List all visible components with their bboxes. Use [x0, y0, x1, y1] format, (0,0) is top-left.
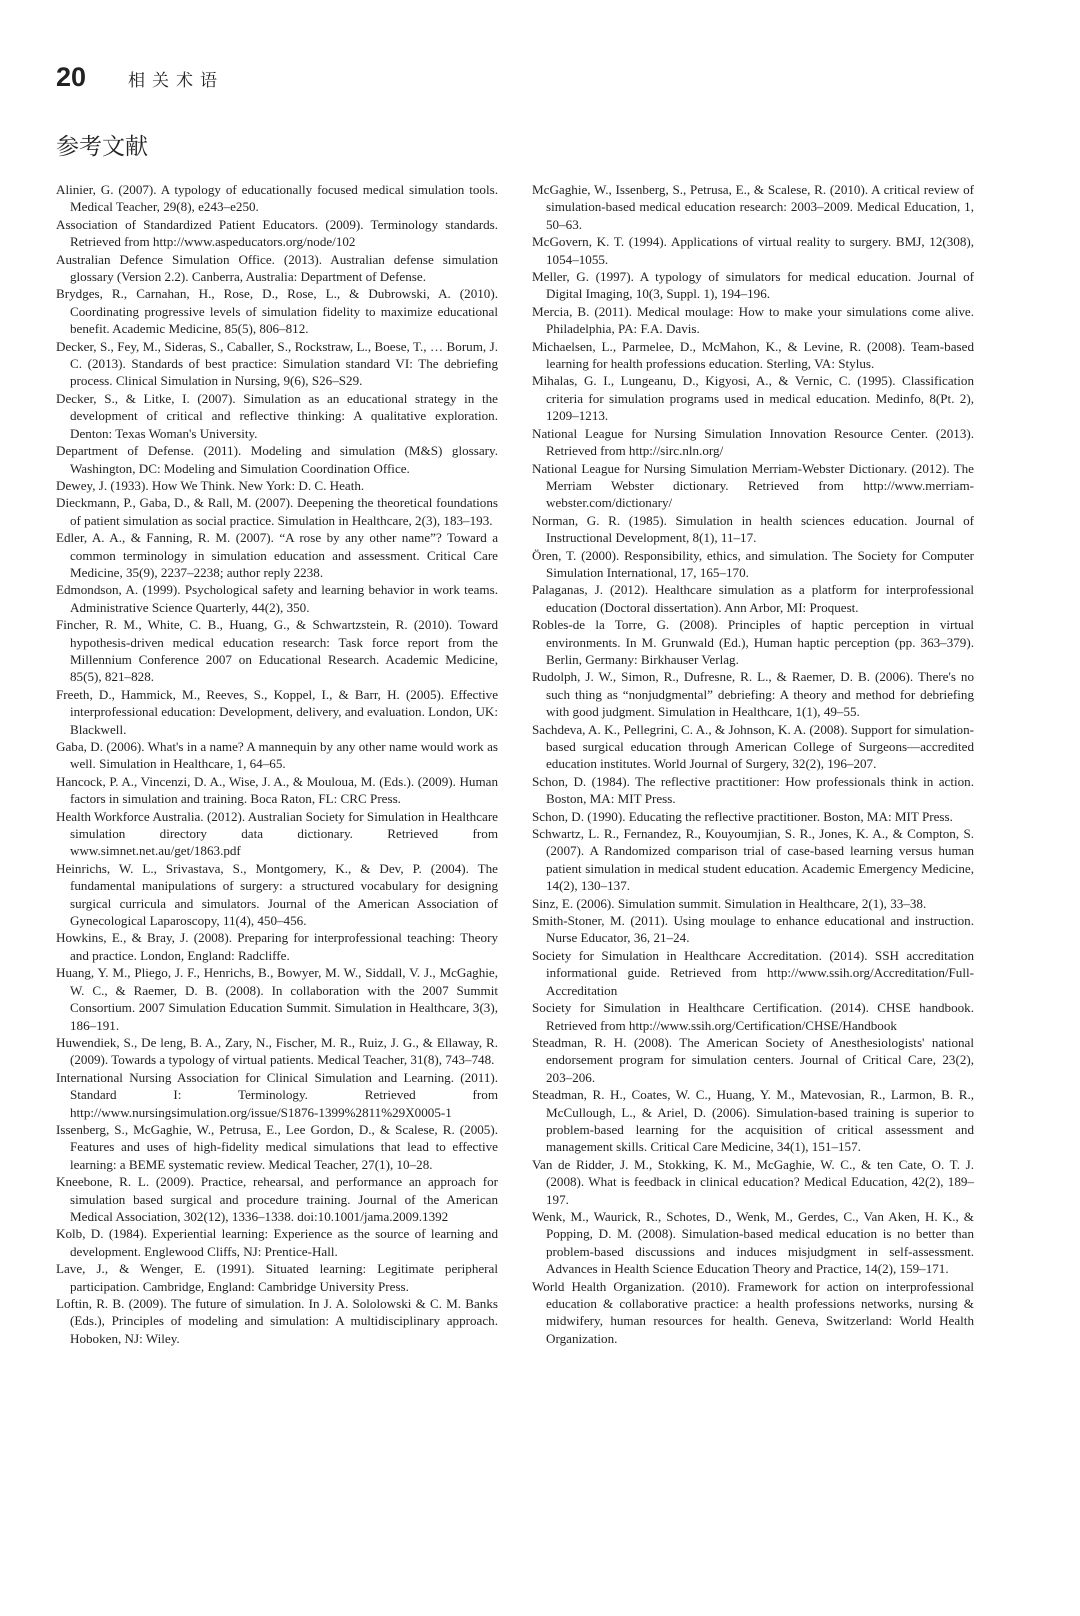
reference-entry: Australian Defence Simulation Office. (2013). Australian defense simulation glossary (Version 2.2). Canberra, Australia: Department of Defense. — [56, 251, 498, 285]
reference-entry: Van de Ridder, J. M., Stokking, K. M., McGaghie, W. C., & ten Cate, O. T. J. (2008). What is feedback in clinical education? Medical Education, 42(2), 189–197. — [532, 1156, 974, 1207]
reference-entry: Ören, T. (2000). Responsibility, ethics, and simulation. The Society for Computer Simulation International, 17, 165–170. — [532, 547, 974, 580]
reference-entry: Alinier, G. (2007). A typology of educationally focused medical simulation tools. Medical Teacher, 29(8), e243–e250. — [56, 182, 498, 215]
reference-entry: Edler, A. A., & Fanning, R. M. (2007). “A rose by any other name”? Toward a common terminology in simulation education and assessment. Critical Care Medicine, 35(9), 2237–2238; author reply 2238. — [56, 530, 498, 580]
reference-entry: Smith-Stoner, M. (2011). Using moulage to enhance educational and instruction. Nurse Educator, 36, 21–24. — [532, 913, 974, 946]
references-left-column — [56, 181, 498, 1347]
reference-entry: Fincher, R. M., White, C. B., Huang, G., & Schwartzstein, R. (2010). Toward hypothesis-driven medical education research: Task force report from the Millennium Conference 2007 on Educational Research. Academic Medicine, 85(5), 821–828. — [56, 617, 498, 685]
reference-entry: Society for Simulation in Healthcare Accreditation. (2014). SSH accreditation informational guide. Retrieved from http://www.ssih.org/Accreditation/Full-Accreditation — [532, 947, 974, 998]
reference-entry: National League for Nursing Simulation Merriam-Webster Dictionary. (2012). The Merriam Webster dictionary. Retrieved from http://www.merriam-webster.com/dictionary/ — [532, 460, 974, 511]
reference-entry: McGovern, K. T. (1994). Applications of virtual reality to surgery. BMJ, 12(308), 1054–1055. — [532, 234, 974, 267]
reference-entry: Michaelsen, L., Parmelee, D., McMahon, K., & Levine, R. (2008). Team-based learning for health professions education. Sterling, VA: Stylus. — [532, 338, 974, 372]
reference-entry: Steadman, R. H. (2008). The American Society of Anesthesiologists' national endorsement program for simulation centers. Journal of Critical Care, 23(2), 203–206. — [532, 1034, 974, 1085]
reference-entry: Dewey, J. (1933). How We Think. New York: D. C. Heath. — [56, 477, 365, 493]
reference-entry: Health Workforce Australia. (2012). Australian Society for Simulation in Healthcare simulation directory data dictionary. Retrieved from www.simnet.net.au/get/1863.pdf — [56, 808, 498, 859]
reference-entry: Freeth, D., Hammick, M., Reeves, S., Koppel, I., & Barr, H. (2005). Effective interprofessional education: Development, delivery, and evaluation. London, UK: Blackwell. — [56, 686, 498, 737]
reference-entry: Hancock, P. A., Vincenzi, D. A., Wise, J. A., & Mouloua, M. (Eds.). (2009). Human factors in simulation and training. Boca Raton, FL: CRC Press. — [56, 773, 498, 807]
reference-entry: Lave, J., & Wenger, E. (1991). Situated learning: Legitimate peripheral participation. Cambridge, England: Cambridge University Press. — [56, 1261, 498, 1294]
page-number: 20 — [56, 62, 87, 92]
reference-entry: Dieckmann, P., Gaba, D., & Rall, M. (2007). Deepening the theoretical foundations of patient simulation as social practice. Simulation in Healthcare, 2(3), 183–193. — [56, 495, 498, 528]
reference-entry: Robles-de la Torre, G. (2008). Principles of haptic perception in virtual environments. In M. Grunwald (Ed.), Human haptic perception (pp. 363–379). Berlin, Germany: Birkhauser Verlag. — [532, 617, 974, 667]
reference-entry: Department of Defense. (2011). Modeling and simulation (M&S) glossary. Washington, DC: Modeling and Simulation Coordination Office. — [56, 443, 498, 476]
reference-entry: Gaba, D. (2006). What's in a name? A mannequin by any other name would work as well. Simulation in Healthcare, 1, 64–65. — [56, 739, 498, 772]
reference-entry: Mercia, B. (2011). Medical moulage: How to make your simulations come alive. Philadelphia, PA: F.A. Davis. — [532, 303, 974, 337]
running-title: 相关术语 — [128, 71, 225, 91]
reference-entry: Decker, S., Fey, M., Sideras, S., Caballer, S., Rockstraw, L., Boese, T., … Borum, J. C. (2013). Standards of best practice: Simulation standard VI: The debriefing process. Clinical Simulation in Nursing, 9(6), S26–S29. — [56, 338, 498, 389]
reference-entry: Edmondson, A. (1999). Psychological safety and learning behavior in work teams. Administrative Science Quarterly, 44(2), 350. — [56, 582, 498, 615]
reference-entry: Association of Standardized Patient Educators. (2009). Terminology standards. Retrieved from http://www.aspeducators.org/node/102 — [56, 216, 498, 250]
reference-entry: Heinrichs, W. L., Srivastava, S., Montgomery, K., & Dev, P. (2004). The fundamental manipulations of surgery: a structured vocabulary for designing surgical curricula and simulators. Journal of the American Association of Gynecological Laparoscopy, 11(4), 450–456. — [56, 860, 498, 929]
references-right-column — [532, 181, 974, 1347]
section-title: 参考文献 — [56, 134, 148, 160]
reference-entry: McGaghie, W., Issenberg, S., Petrusa, E., & Scalese, R. (2010). A critical review of simulation-based medical education research: 2003–2009. Medical Education, 1, 50–63. — [532, 182, 974, 232]
reference-entry: Issenberg, S., McGaghie, W., Petrusa, E., Lee Gordon, D., & Scalese, R. (2005). Features and uses of high-fidelity medical simulations that lead to effective learning: a BEME systematic review. Medical Teacher, 27(1), 10–28. — [56, 1121, 498, 1172]
reference-entry: Huang, Y. M., Pliego, J. F., Henrichs, B., Bowyer, M. W., Siddall, V. J., McGaghie, W. C., & Raemer, D. B. (2008). In collaboration with the 2007 Summit Consortium. 2007 Simulation Education Summit. Simulation in Healthcare, 3(3), 186–191. — [56, 965, 498, 1033]
reference-entry: Sinz, E. (2006). Simulation summit. Simulation in Healthcare, 2(1), 33–38. — [532, 895, 927, 911]
reference-entry: World Health Organization. (2010). Framework for action on interprofessional education & collaborative practice: a health professions networks, nursing & midwifery, human resources for health. Geneva, Switzerland: World Health Organization. — [532, 1278, 974, 1346]
reference-entry: Loftin, R. B. (2009). The future of simulation. In J. A. Sololowski & C. M. Banks (Eds.), Principles of modeling and simulation: A multidisciplinary approach. Hoboken, NJ: Wiley. — [56, 1296, 498, 1346]
reference-entry: Wenk, M., Waurick, R., Schotes, D., Wenk, M., Gerdes, C., Van Aken, H. K., & Popping, D. M. (2008). Simulation-based medical education is no better than problem-based discussions and induces misjudgment in self-assessment. Advances in Health Science Education Theory and Practice, 14(2), 159–171. — [532, 1208, 974, 1277]
reference-entry: Huwendiek, S., De leng, B. A., Zary, N., Fischer, M. R., Ruiz, J. G., & Ellaway, R. (2009). Towards a typology of virtual patients. Medical Teacher, 31(8), 743–748. — [56, 1034, 498, 1068]
reference-entry: Howkins, E., & Bray, J. (2008). Preparing for interprofessional teaching: Theory and practice. London, England: Radcliffe. — [56, 930, 498, 963]
reference-entry: Brydges, R., Carnahan, H., Rose, D., Rose, L., & Dubrowski, A. (2010). Coordinating progressive levels of simulation fidelity to maximize educational benefit. Academic Medicine, 85(5), 806–812. — [56, 286, 498, 337]
reference-entry: Schon, D. (1984). The reflective practitioner: How professionals think in action. Boston, MA: MIT Press. — [532, 773, 974, 807]
reference-entry: Kneebone, R. L. (2009). Practice, rehearsal, and performance an approach for simulation based surgical and procedure training. Journal of the American Medical Association, 302(12), 1336–1338. doi:10.1001/jama.2009.1392 — [56, 1174, 498, 1224]
reference-entry: Society for Simulation in Healthcare Certification. (2014). CHSE handbook. Retrieved from http://www.ssih.org/Certification/CHSE/Handbook — [532, 1000, 974, 1033]
reference-entry: Mihalas, G. I., Lungeanu, D., Kigyosi, A., & Vernic, C. (1995). Classification criteria for simulation programs used in medical education. Medinfo, 8(Pt. 2), 1209–1213. — [532, 373, 974, 424]
reference-entry: Sachdeva, A. K., Pellegrini, C. A., & Johnson, K. A. (2008). Support for simulation-based surgical education through American College of Surgeons—accredited education institutes. World Journal of Surgery, 32(2), 196–207. — [532, 721, 974, 772]
reference-entry: Rudolph, J. W., Simon, R., Dufresne, R. L., & Raemer, D. B. (2006). There's no such thing as “nonjudgmental” debriefing: A theory and method for debriefing with good judgment. Simulation in Healthcare, 1(1), 49–55. — [532, 669, 974, 720]
reference-entry: Meller, G. (1997). A typology of simulators for medical education. Journal of Digital Imaging, 10(3, Suppl. 1), 194–196. — [532, 269, 974, 302]
page-header — [56, 62, 224, 93]
reference-entry: Schon, D. (1990). Educating the reflective practitioner. Boston, MA: MIT Press. — [532, 808, 953, 824]
reference-entry: Steadman, R. H., Coates, W. C., Huang, Y. M., Matevosian, R., Larmon, B. R., McCullough, L., & Ariel, D. (2006). Simulation-based training is superior to problem-based learning for the acquisition of critical assessment and management skills. Critical Care Medicine, 34(1), 151–157. — [532, 1087, 974, 1155]
reference-entry: Palaganas, J. (2012). Healthcare simulation as a platform for interprofessional education (Doctoral dissertation). Ann Arbor, MI: Proquest. — [532, 582, 974, 615]
reference-entry: Kolb, D. (1984). Experiential learning: Experience as the source of learning and development. Englewood Cliffs, NJ: Prentice-Hall. — [56, 1226, 498, 1259]
reference-entry: National League for Nursing Simulation Innovation Resource Center. (2013). Retrieved from http://sirc.nln.org/ — [532, 425, 974, 459]
reference-entry: Norman, G. R. (1985). Simulation in health sciences education. Journal of Instructional Development, 8(1), 11–17. — [532, 512, 974, 546]
reference-entry: International Nursing Association for Clinical Simulation and Learning. (2011). Standard I: Terminology. Retrieved from http://www.nursingsimulation.org/issue/S1876-1399%2811%29X0005-1 — [56, 1069, 498, 1120]
reference-entry: Decker, S., & Litke, I. (2007). Simulation as an educational strategy in the development of critical and reflective thinking: A qualitative exploration. Denton: Texas Woman's University. — [56, 390, 498, 441]
reference-entry: Schwartz, L. R., Fernandez, R., Kouyoumjian, S. R., Jones, K. A., & Compton, S. (2007). A Randomized comparison trial of case-based learning versus human patient simulation in medical student education. Academic Emergency Medicine, 14(2), 130–137. — [532, 826, 974, 894]
